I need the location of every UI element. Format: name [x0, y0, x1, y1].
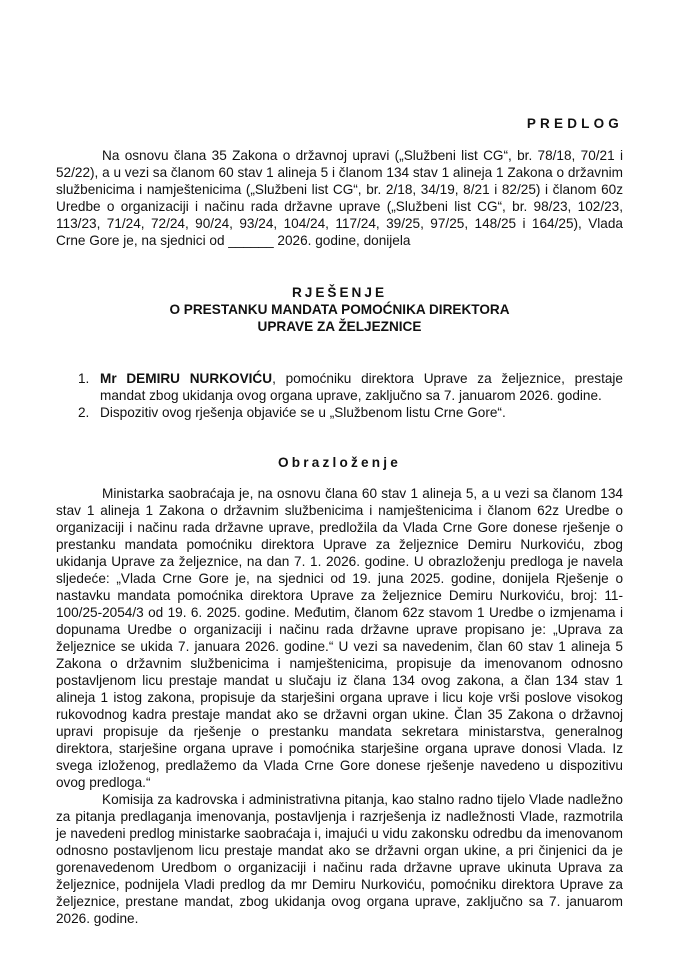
item-text: , pomoćniku direktora Uprave za željeznice, prestaje mandat zbog ukidanja ovog organa uprave, zaključno sa 7. januarom 2026. godine.	[100, 371, 623, 403]
document-label: PREDLOG	[526, 116, 623, 131]
title-line-2: O PRESTANKU MANDATA POMOĆNIKA DIREKTORA	[169, 302, 510, 317]
dispositive-item	[56, 404, 623, 421]
title-line-1: RJEŠENJE	[291, 285, 388, 300]
item-number: 2.	[78, 405, 90, 420]
title-line-3: UPRAVE ZA ŽELJEZNICE	[257, 319, 422, 334]
decision-title	[56, 284, 623, 335]
preamble-paragraph: Na osnovu člana 35 Zakona o državnoj upravi („Službeni list CG“, br. 78/18, 70/21 i 52/22), a u vezi sa članom 60 stav 1 alineja 5 i članom 134 stav 1 alineja 1 Zakona o državnim službenicima i namještenicima („Službeni list CG“, br. 2/18, 34/19, 8/21 i 82/25) i članom 60z Uredbe o organizaciji i načinu rada državne uprave („Službeni list CG“, br. 98/23, 102/23, 113/23, 71/24, 72/24, 90/24, 93/24, 104/24, 117/24, 39/25, 97/25, 148/25 i 164/25), Vlada Crne Gore je, na sjednici od ______ 2026. godine, donijela	[56, 148, 623, 248]
item-text: Dispozitiv ovog rješenja objaviće se u „Službenom listu Crne Gore“.	[100, 405, 506, 420]
person-name: Mr DEMIRU NURKOVIĆU	[100, 371, 273, 386]
explanation-paragraph-2: Komisija za kadrovska i administrativna pitanja, kao stalno radno tijelo Vlade nadležno za pitanja predlaganja imenovanja, postavljenja i razrješenja iz nadležnosti Vlade, razmotrila je navedeni predlog ministarke saobraćaja i, imajući u vidu zakonsku odredbu da imenovanom odnosno postavljenom licu prestaje mandat ako se državni organ ukine, a pri činjenici da je gorenavedenom Uredbom o organizaciji i načinu rada državne uprave ukinuta Uprava za željeznice, podnijela Vladi predlog da mr Demiru Nurkoviću, pomoćniku direktora Uprave za željeznice, prestane mandat, zbog ukidanja ovog organa uprave, zaključno sa 7. januarom 2026. godine.	[56, 792, 623, 926]
dispositive-list	[56, 370, 623, 421]
dispositive-item	[56, 370, 623, 404]
item-number: 1.	[78, 371, 90, 386]
explanation-paragraph-1: Ministarka saobraćaja je, na osnovu člana 60 stav 1 alineja 5, a u vezi sa članom 134 stav 1 alineja 1 Zakona o državnim službenicima i namještenicima i članom 62z Uredbe o organizaciji i načinu rada državne uprave, predložila da Vlada Crne Gore donese rješenje o prestanku mandata pomoćniku direktora Uprave za željeznice Demiru Nurkoviću, zbog ukidanja Uprave za željeznice, na dan 7. 1. 2026. godine. U obrazloženju predloga je navela sljedeće: „Vlada Crne Gore je, na sjednici od 19. juna 2025. godine, donijela Rješenje o nastavku mandata pomoćnika direktora Uprave za željeznice Demiru Nurkoviću, broj: 11-100/25-2054/3 od 19. 6. 2025. godine. Međutim, članom 62z stavom 1 Uredbe o izmjenama i dopunama Uredbe o organizaciji i načinu rada državne uprave propisano je: „Uprava za željeznice se ukida 7. januara 2026. godine.“ U vezi sa navedenim, član 60 stav 1 alineja 5 Zakona o državnim službenicima i namještenicima, propisuje da imenovanom odnosno postavljenom licu prestaje mandat u slučaju iz člana 134 ovog zakona, a član 134 stav 1 alineja 1 istog zakona, propisuje da starješini organa uprave i licu koje vrši poslove visokog rukovodnog kadra prestaje mandat ako se državni organ ukine. Član 35 Zakona o državnoj upravi propisuje da rješenje o prestanku mandata sekretara ministarstva, generalnog direktora, starješine organa uprave i pomoćnika starješine organa uprave donosi Vlada. Iz svega izloženog, predlažemo da Vlada Crne Gore donese rješenje navedeno u dispozitivu ovog predloga.“	[56, 486, 623, 790]
explanation-heading: Obrazloženje	[277, 455, 401, 470]
